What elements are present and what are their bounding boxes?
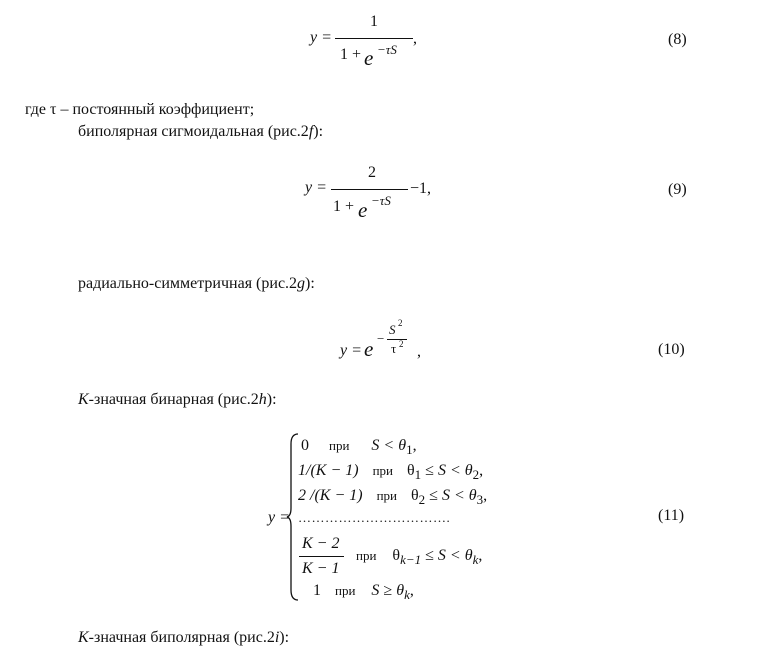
- eq11-number: (11): [658, 507, 685, 524]
- eq8-den-prefix: 1 +: [340, 46, 362, 63]
- eq10-exp-num: S: [389, 322, 396, 337]
- eq10-exp-fraction-bar: [387, 339, 407, 340]
- eq10-exp-base: e: [364, 337, 374, 361]
- eq10-exp-num-pow: 2: [398, 318, 403, 328]
- eq9-number: (9): [668, 181, 687, 198]
- eq8-fraction-bar: [335, 38, 413, 39]
- eq11-row-1: 0 при $S < \theta_1$,: [301, 437, 417, 458]
- radial-symmetric-label: радиально-симметричная (рис.2g):: [78, 275, 315, 292]
- eq9-numerator: 2: [368, 164, 376, 181]
- eq9-exponent: −τS: [371, 193, 391, 208]
- eq8-lhs: y =: [310, 29, 332, 46]
- eq11-row5-condition: при $\theta_{k-1} \le S < \theta_k$,: [356, 547, 483, 568]
- eq11-row-6: 1 при $S \ge \theta_k$,: [313, 582, 414, 603]
- eq9-trailing: −1,: [410, 180, 432, 197]
- eq11-ellipsis-row: …………………………….: [298, 510, 451, 525]
- eq11-row-2: 1/(K − 1) при $\theta_1 \le S < \theta_2$,: [298, 462, 484, 483]
- eq10-exp-den: τ: [391, 341, 397, 356]
- eq8-trailing: ,: [413, 30, 417, 47]
- eq9-exp-base: e: [358, 198, 368, 222]
- k-bipolar-label: K-значная биполярная (рис.2i):: [78, 629, 290, 646]
- eq11-lhs: y =: [268, 509, 290, 526]
- eq11-row5-den: K − 1: [302, 560, 340, 577]
- eq8-exponent: −τS: [377, 42, 397, 57]
- eq10-exp-den-pow: 2: [399, 339, 404, 349]
- eq9-den-prefix: 1 +: [333, 198, 355, 215]
- eq8-number: (8): [668, 31, 687, 48]
- eq9-fraction-bar: [331, 189, 408, 190]
- eq10-number: (10): [658, 341, 685, 358]
- eq8-numerator: 1: [370, 13, 378, 30]
- eq10-minus: −: [377, 331, 385, 346]
- eq11-row5-fraction-bar: [299, 556, 344, 557]
- bipolar-sigmoid-label: биполярная сигмоидальная (рис.2f):: [78, 123, 324, 140]
- k-binary-label: K-значная бинарная (рис.2h):: [78, 391, 277, 408]
- eq9-lhs: y =: [305, 179, 327, 196]
- eq11-row-3: 2 /(K − 1) при $\theta_2 \le S < \theta_3$,: [298, 487, 488, 508]
- eq11-row5-num: K − 2: [302, 535, 340, 552]
- where-text: где τ – постоянный коэффициент;: [25, 101, 255, 118]
- eq10-lhs: y =: [340, 342, 362, 359]
- eq10-trailing: ,: [417, 343, 421, 360]
- eq8-exp-base: e: [364, 46, 374, 70]
